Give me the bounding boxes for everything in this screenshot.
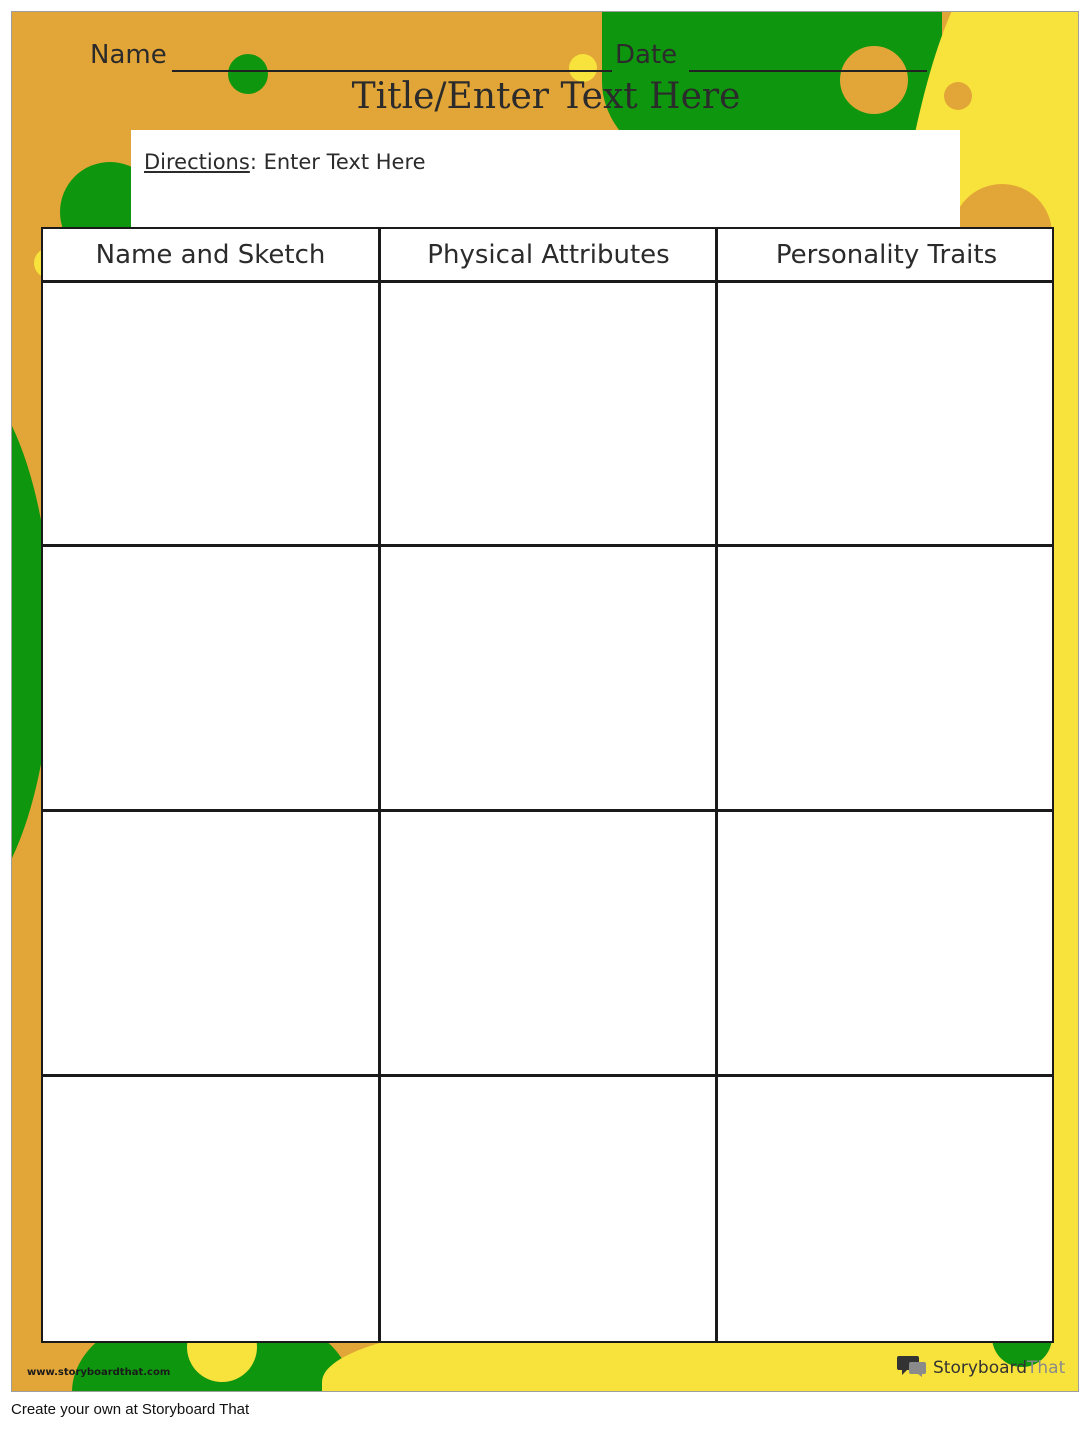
directions-box [131, 130, 960, 234]
logo-accent-text: That [1027, 1358, 1066, 1378]
logo-main-text: Storyboard [933, 1358, 1027, 1378]
date-label: Date [615, 40, 678, 70]
table-cell[interactable] [718, 812, 1052, 1074]
footer-caption[interactable]: Create your own at Storyboard That [11, 1401, 250, 1418]
speech-bubbles-icon [897, 1354, 927, 1382]
table-cell[interactable] [43, 812, 378, 1074]
table-cell[interactable] [43, 1077, 378, 1341]
directions-label: Directions [144, 150, 250, 174]
date-field-line[interactable] [689, 70, 927, 72]
table-cell[interactable] [381, 812, 715, 1074]
table-cell[interactable] [381, 1077, 715, 1341]
column-header-personality-traits: Personality Traits [775, 239, 998, 270]
name-label: Name [90, 40, 167, 70]
directions-body: : Enter Text Here [249, 150, 426, 174]
table-cell[interactable] [43, 283, 378, 544]
table-cell[interactable] [718, 547, 1052, 809]
logo-wordmark [933, 1358, 1065, 1378]
column-header-physical-attributes: Physical Attributes [427, 239, 670, 270]
storyboardthat-url[interactable]: www.storyboardthat.com [27, 1367, 171, 1378]
directions-text [144, 150, 426, 174]
name-field-line[interactable] [172, 70, 612, 72]
table-cell[interactable] [718, 283, 1052, 544]
table-cell[interactable] [381, 283, 715, 544]
table-cell[interactable] [381, 547, 715, 809]
table-cell[interactable] [43, 547, 378, 809]
page-title: Title/Enter Text Here [351, 76, 741, 117]
column-header-name-sketch: Name and Sketch [95, 239, 326, 270]
storyboardthat-logo[interactable] [897, 1354, 1065, 1382]
character-table [41, 227, 1054, 1343]
table-cell[interactable] [718, 1077, 1052, 1341]
worksheet-page [11, 11, 1079, 1392]
